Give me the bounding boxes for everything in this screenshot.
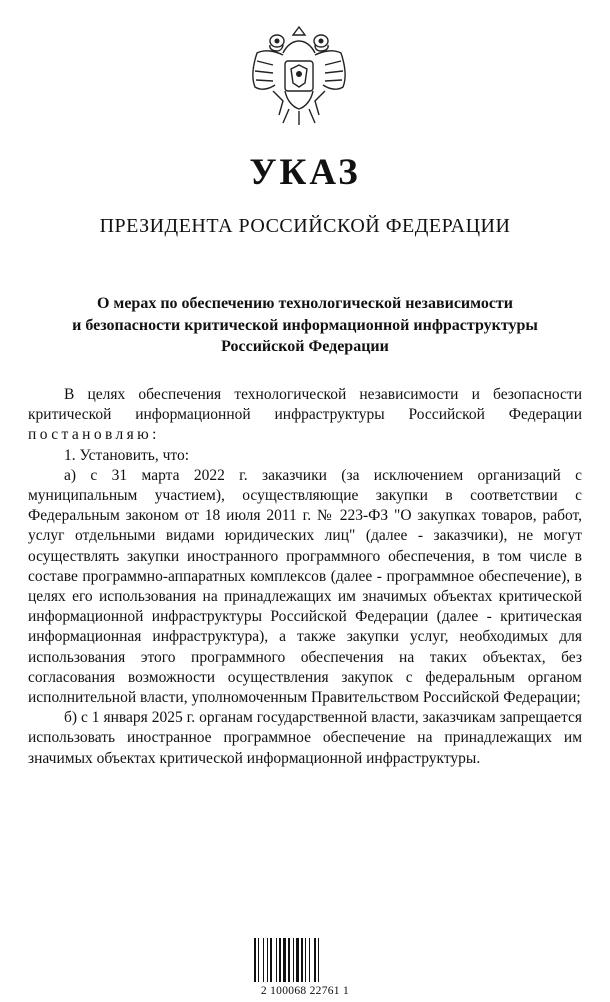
russian-coat-of-arms-icon xyxy=(243,25,355,129)
barcode-number: 2 100068 22761 1 xyxy=(260,985,350,997)
preamble-text: В целях обеспечения технологической независимости и безопасности критической информационной инфраструктуры Российской Федерации xyxy=(28,386,582,424)
clause-1: 1. Установить, что: xyxy=(64,446,190,464)
clause-1a: а) с 31 марта 2022 г. заказчики (за исключением организаций с муниципальным участием), осуществляющие закупки в соответствии с Федеральным законом от 18 июля 2011 г. № 223-ФЗ "О закупках товаров, работ, услуг отдельными видами юридических лиц" (далее - заказчики), не могут осуществлять закупки иностранного программного обеспечения, в том числе в составе программно-аппаратных комплексов (далее - программное обеспечение), в целях его использования на принадлежащих им значимых объектах критической информационной инфраструктуры Российской Федерации (далее - критическая информационная инфраструктура), а также закупки услуг, необходимых для использования этого программного обеспечения на таких объектах, без согласования возможности осуществления закупок с федеральным органом исполнительной власти, уполномоченным Правительством Российской Федерации; xyxy=(28,466,582,707)
heading-line: и безопасности критической информационной инфраструктуры xyxy=(72,316,538,334)
barcode-icon xyxy=(254,938,352,982)
decree-heading xyxy=(40,293,570,358)
decree-title: УКАЗ xyxy=(249,152,361,193)
heading-line: Российской Федерации xyxy=(221,338,389,355)
decree-body xyxy=(28,385,582,769)
decree-subtitle: ПРЕЗИДЕНТА РОССИЙСКОЙ ФЕДЕРАЦИИ xyxy=(99,215,511,237)
clause-1b: б) с 1 января 2025 г. органам государственной власти, заказчикам запрещается использовать иностранное программное обеспечение на принадлежащих им значимых объектах критической информационной инфраструктуры. xyxy=(28,709,582,767)
barcode-block xyxy=(240,938,370,998)
preamble-paragraph xyxy=(28,385,582,446)
decree-verb: постановляю: xyxy=(28,426,160,444)
heading-line: О мерах по обеспечению технологической независимости xyxy=(96,295,513,312)
